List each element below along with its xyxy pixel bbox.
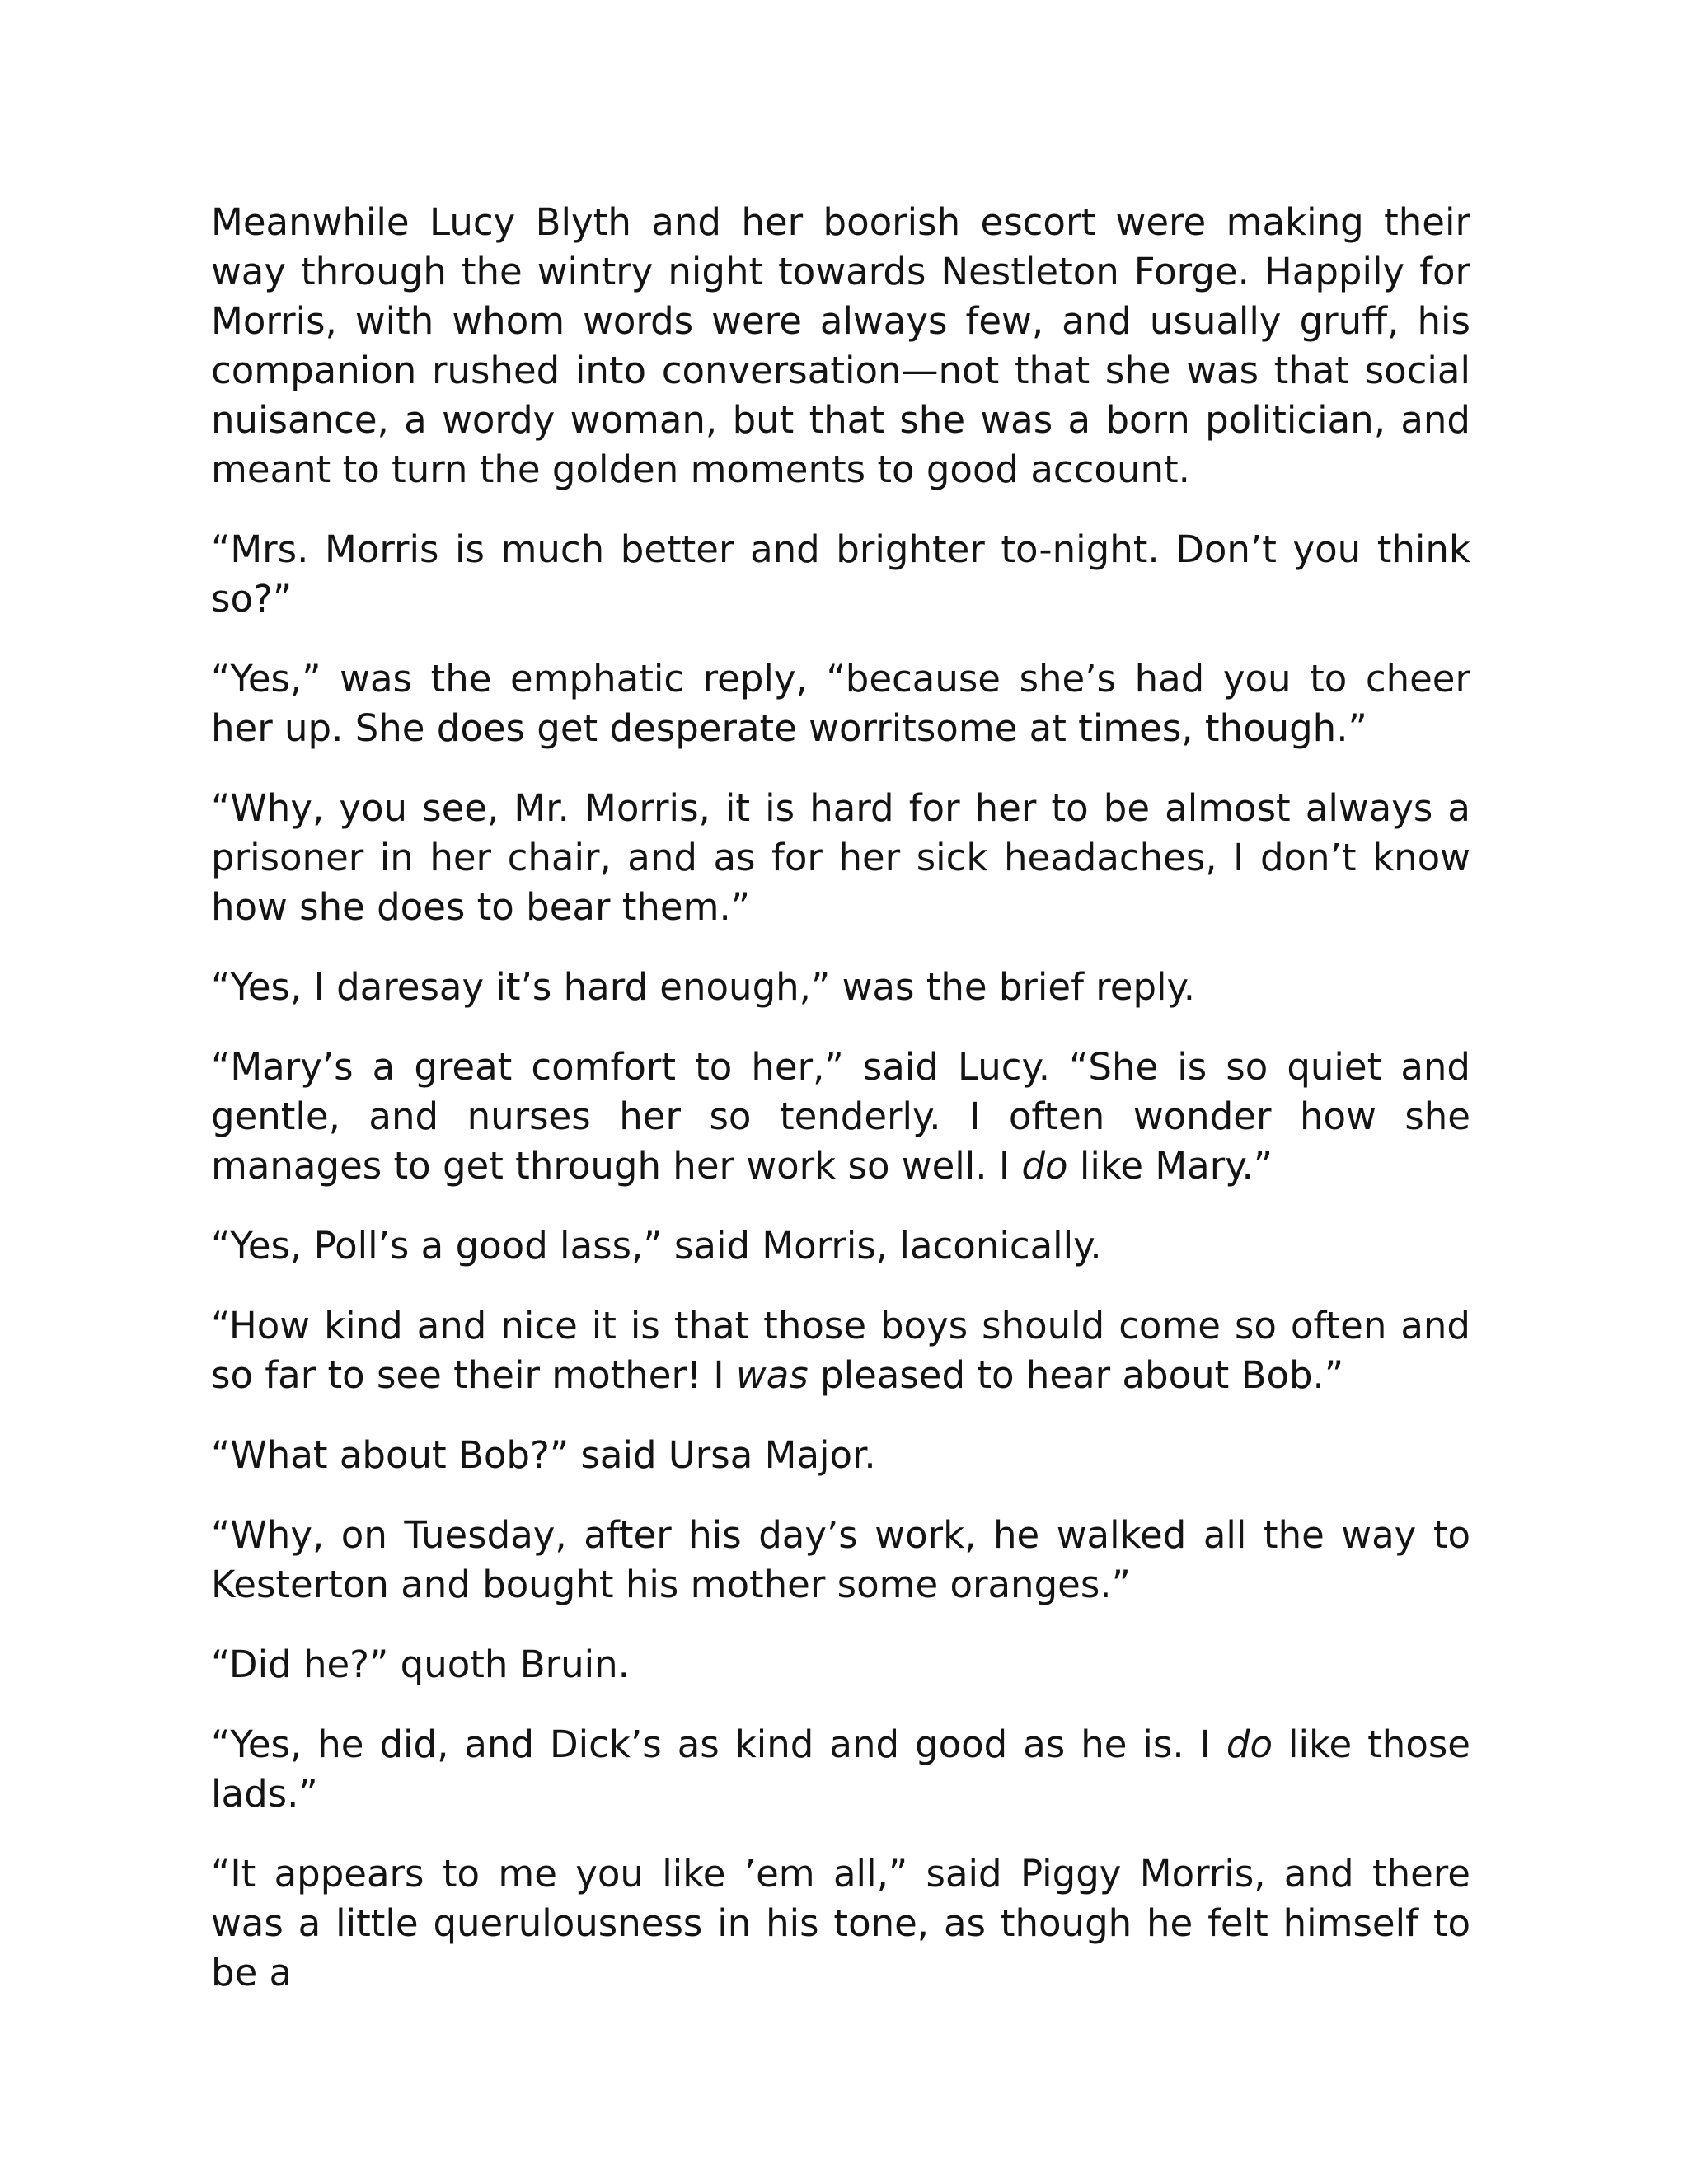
text-run: “Why, on Tuesday, after his day’s work, he walked all the way to Kesterton and bought his mother some oranges.” bbox=[211, 1513, 1470, 1606]
paragraph-opening-narration bbox=[211, 198, 1470, 494]
text-run: “Yes,” was the emphatic reply, “because she’s had you to cheer her up. She does get desperate worritsome at times, though.” bbox=[211, 657, 1470, 750]
text-run: like those lads.” bbox=[211, 1722, 1470, 1816]
text-run: “Did he?” quoth Bruin. bbox=[211, 1643, 630, 1686]
text-run: like Mary.” bbox=[1067, 1144, 1273, 1188]
paragraph-dialogue bbox=[211, 784, 1470, 932]
emphasis-text: do bbox=[1226, 1722, 1273, 1766]
paragraph-dialogue bbox=[211, 654, 1470, 753]
text-run: “Why, you see, Mr. Morris, it is hard for her to be almost always a prisoner in her chair, and as for her sick headaches, I don’t know how she does to bear them.” bbox=[211, 786, 1470, 929]
text-run: “Yes, I daresay it’s hard enough,” was the brief reply. bbox=[211, 965, 1196, 1009]
paragraph-dialogue bbox=[211, 1511, 1470, 1610]
paragraph-dialogue-continued bbox=[211, 1849, 1470, 1998]
emphasis-text: was bbox=[735, 1353, 809, 1397]
emphasis-text: do bbox=[1021, 1144, 1068, 1188]
paragraph-dialogue bbox=[211, 1221, 1470, 1271]
text-run: “It appears to me you like ’em all,” said Piggy Morris, and there was a little querulousness in his tone, as though he felt himself to be a bbox=[211, 1852, 1470, 1994]
paragraph-dialogue bbox=[211, 1301, 1470, 1400]
paragraph-dialogue bbox=[211, 963, 1470, 1012]
body-text bbox=[211, 198, 1470, 1998]
text-run: “Yes, Poll’s a good lass,” said Morris, laconically. bbox=[211, 1224, 1102, 1268]
paragraph-dialogue bbox=[211, 1043, 1470, 1191]
paragraph-dialogue bbox=[211, 1431, 1470, 1480]
text-run: “What about Bob?” said Ursa Major. bbox=[211, 1433, 876, 1477]
text-run: “Yes, he did, and Dick’s as kind and good as he is. I bbox=[211, 1722, 1226, 1766]
paragraph-dialogue bbox=[211, 1640, 1470, 1690]
text-run: pleased to hear about Bob.” bbox=[808, 1353, 1344, 1397]
paragraph-dialogue bbox=[211, 1720, 1470, 1819]
text-run: Meanwhile Lucy Blyth and her boorish escort were making their way through the wintry night towards Nestleton Forge. Happily for Morris, with whom words were always few, and usually gruff, his companion rushed into conversation—not that she was that social nuisance, a wordy woman, but that she was a born politician, and meant to turn the golden moments to good account. bbox=[211, 200, 1470, 491]
text-run: “How kind and nice it is that those boys should come so often and so far to see their mother! I bbox=[211, 1304, 1470, 1397]
text-run: “Mrs. Morris is much better and brighter to-night. Don’t you think so?” bbox=[211, 527, 1470, 621]
paragraph-dialogue bbox=[211, 525, 1470, 624]
text-run: “Mary’s a great comfort to her,” said Lucy. “She is so quiet and gentle, and nurses her so tenderly. I often wonder how she manages to get through her work so well. I bbox=[211, 1045, 1470, 1188]
